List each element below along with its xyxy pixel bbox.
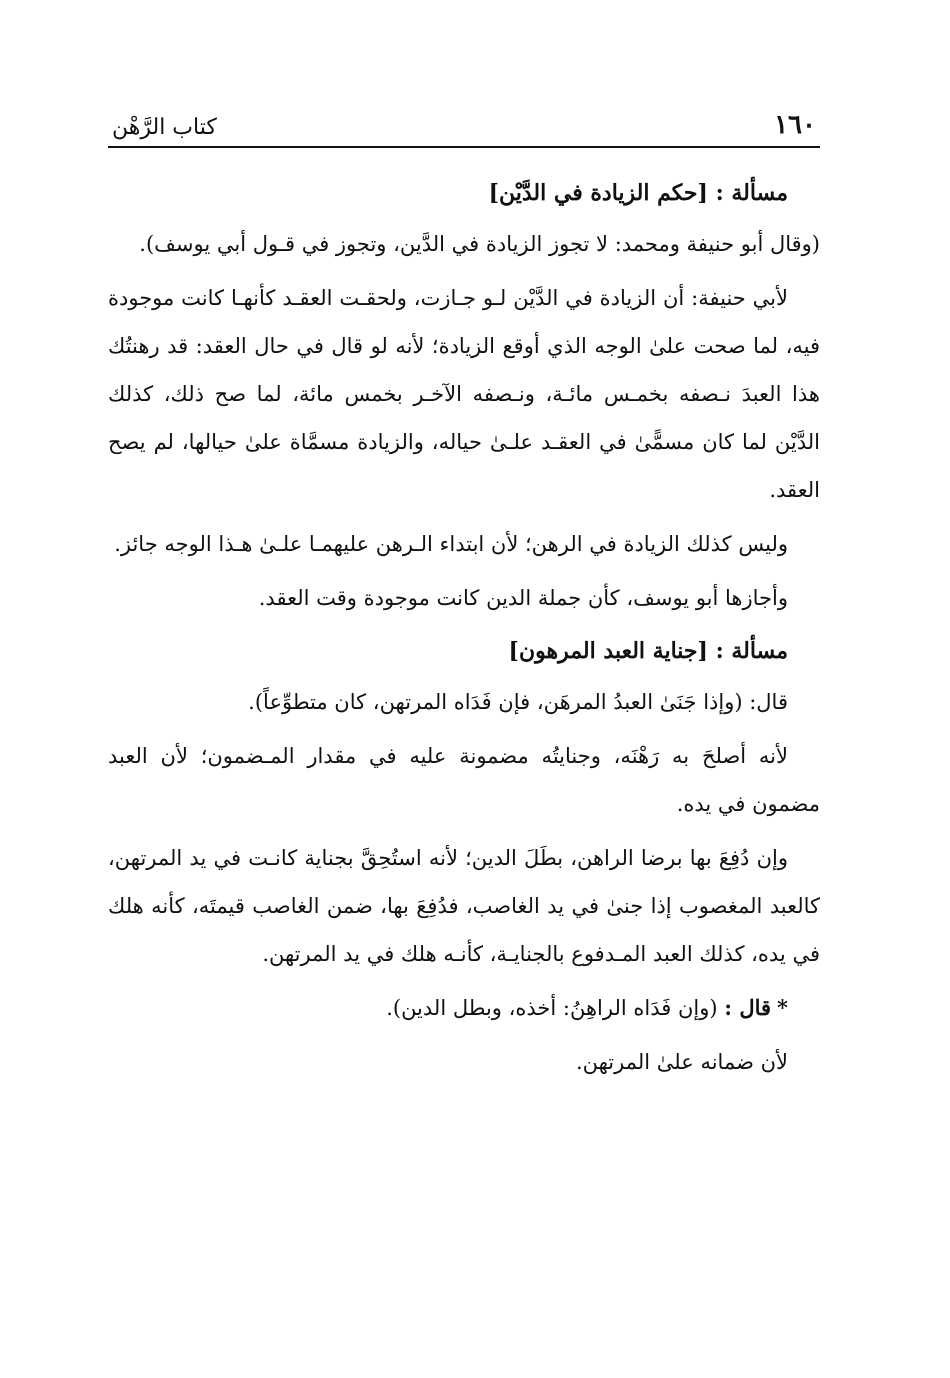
section-heading-slave-crime: مسألة : [جناية العبد المرهون] (508, 638, 788, 664)
page-number: ١٦٠ (774, 110, 816, 140)
paragraph-5: قال: (وإذا جَنَىٰ العبدُ المرهَن، فإن فَدَاه المرتهن، كان متطوِّعاً). (248, 690, 788, 714)
paragraph-3: وليس كذلك الزيادة في الرهن؛ لأن ابتداء الـرهن عليهمـا علـىٰ هـذا الوجه جائز. (114, 532, 788, 556)
paragraph-9: لأن ضمانه علىٰ المرتهن. (575, 1050, 788, 1074)
asterisk-marker: * (777, 995, 788, 1020)
running-header (108, 96, 820, 148)
paragraph-4: وأجازها أبو يوسف، كأن جملة الدين كانت موجودة وقت العقد. (258, 586, 788, 610)
paragraph-7: وإن دُفِعَ بها برضا الراهن، بطَلَ الدين؛ لأنه استُحِقَّ بجناية كانـت في يد المرتهن، كالعبد المغصوب إذا جنىٰ في يد الغاصب، فدُفِعَ بها، ضمن الغاصب قيمتَه، كأنه هلك في يده، كذلك العبد المـدفوع بالجنايـة، كأنـه هلك في يد المرتهن. (108, 846, 820, 966)
chapter-title: كتاب الرَّهْن (112, 115, 217, 140)
paragraph-2: لأبي حنيفة: أن الزيادة في الدَّيْن لـو جـازت، ولحقـت العقـد كأنهـا كانت موجودة فيه، لما صحت علىٰ الوجه الذي أوقع الزيادة؛ لأنه لو قال في حال العقد: قد رهنتُك هذا العبدَ نـصفه بخمـس مائـة، ونـصفه الآخـر بخمس مائة، لما صح ذلك، كذلك الدَّيْن لما كان مسمًّىٰ في العقـد علـىٰ حياله، والزيادة مسمَّاة علىٰ حيالها، لم يصح العقد. (108, 286, 820, 502)
body-text (108, 170, 820, 1086)
section-heading-debt-increase: مسألة : [حكم الزيادة في الدَّيْن] (488, 180, 788, 206)
paragraph-8 (108, 984, 820, 1032)
paragraph-8-lead: قال : (724, 995, 772, 1020)
paragraph-1: (وقال أبو حنيفة ومحمد: لا تجوز الزيادة في الدَّين، وتجوز في قـول أبي يوسف). (139, 232, 820, 256)
paragraph-8-text: (وإن فَدَاه الراهِنُ: أخذه، وبطل الدين). (386, 996, 718, 1020)
book-page (108, 96, 820, 1318)
paragraph-6: لأنه أصلحَ به رَهْنَه، وجنايتُه مضمونة عليه في مقدار المـضمون؛ لأن العبد مضمون في يده. (108, 744, 820, 816)
